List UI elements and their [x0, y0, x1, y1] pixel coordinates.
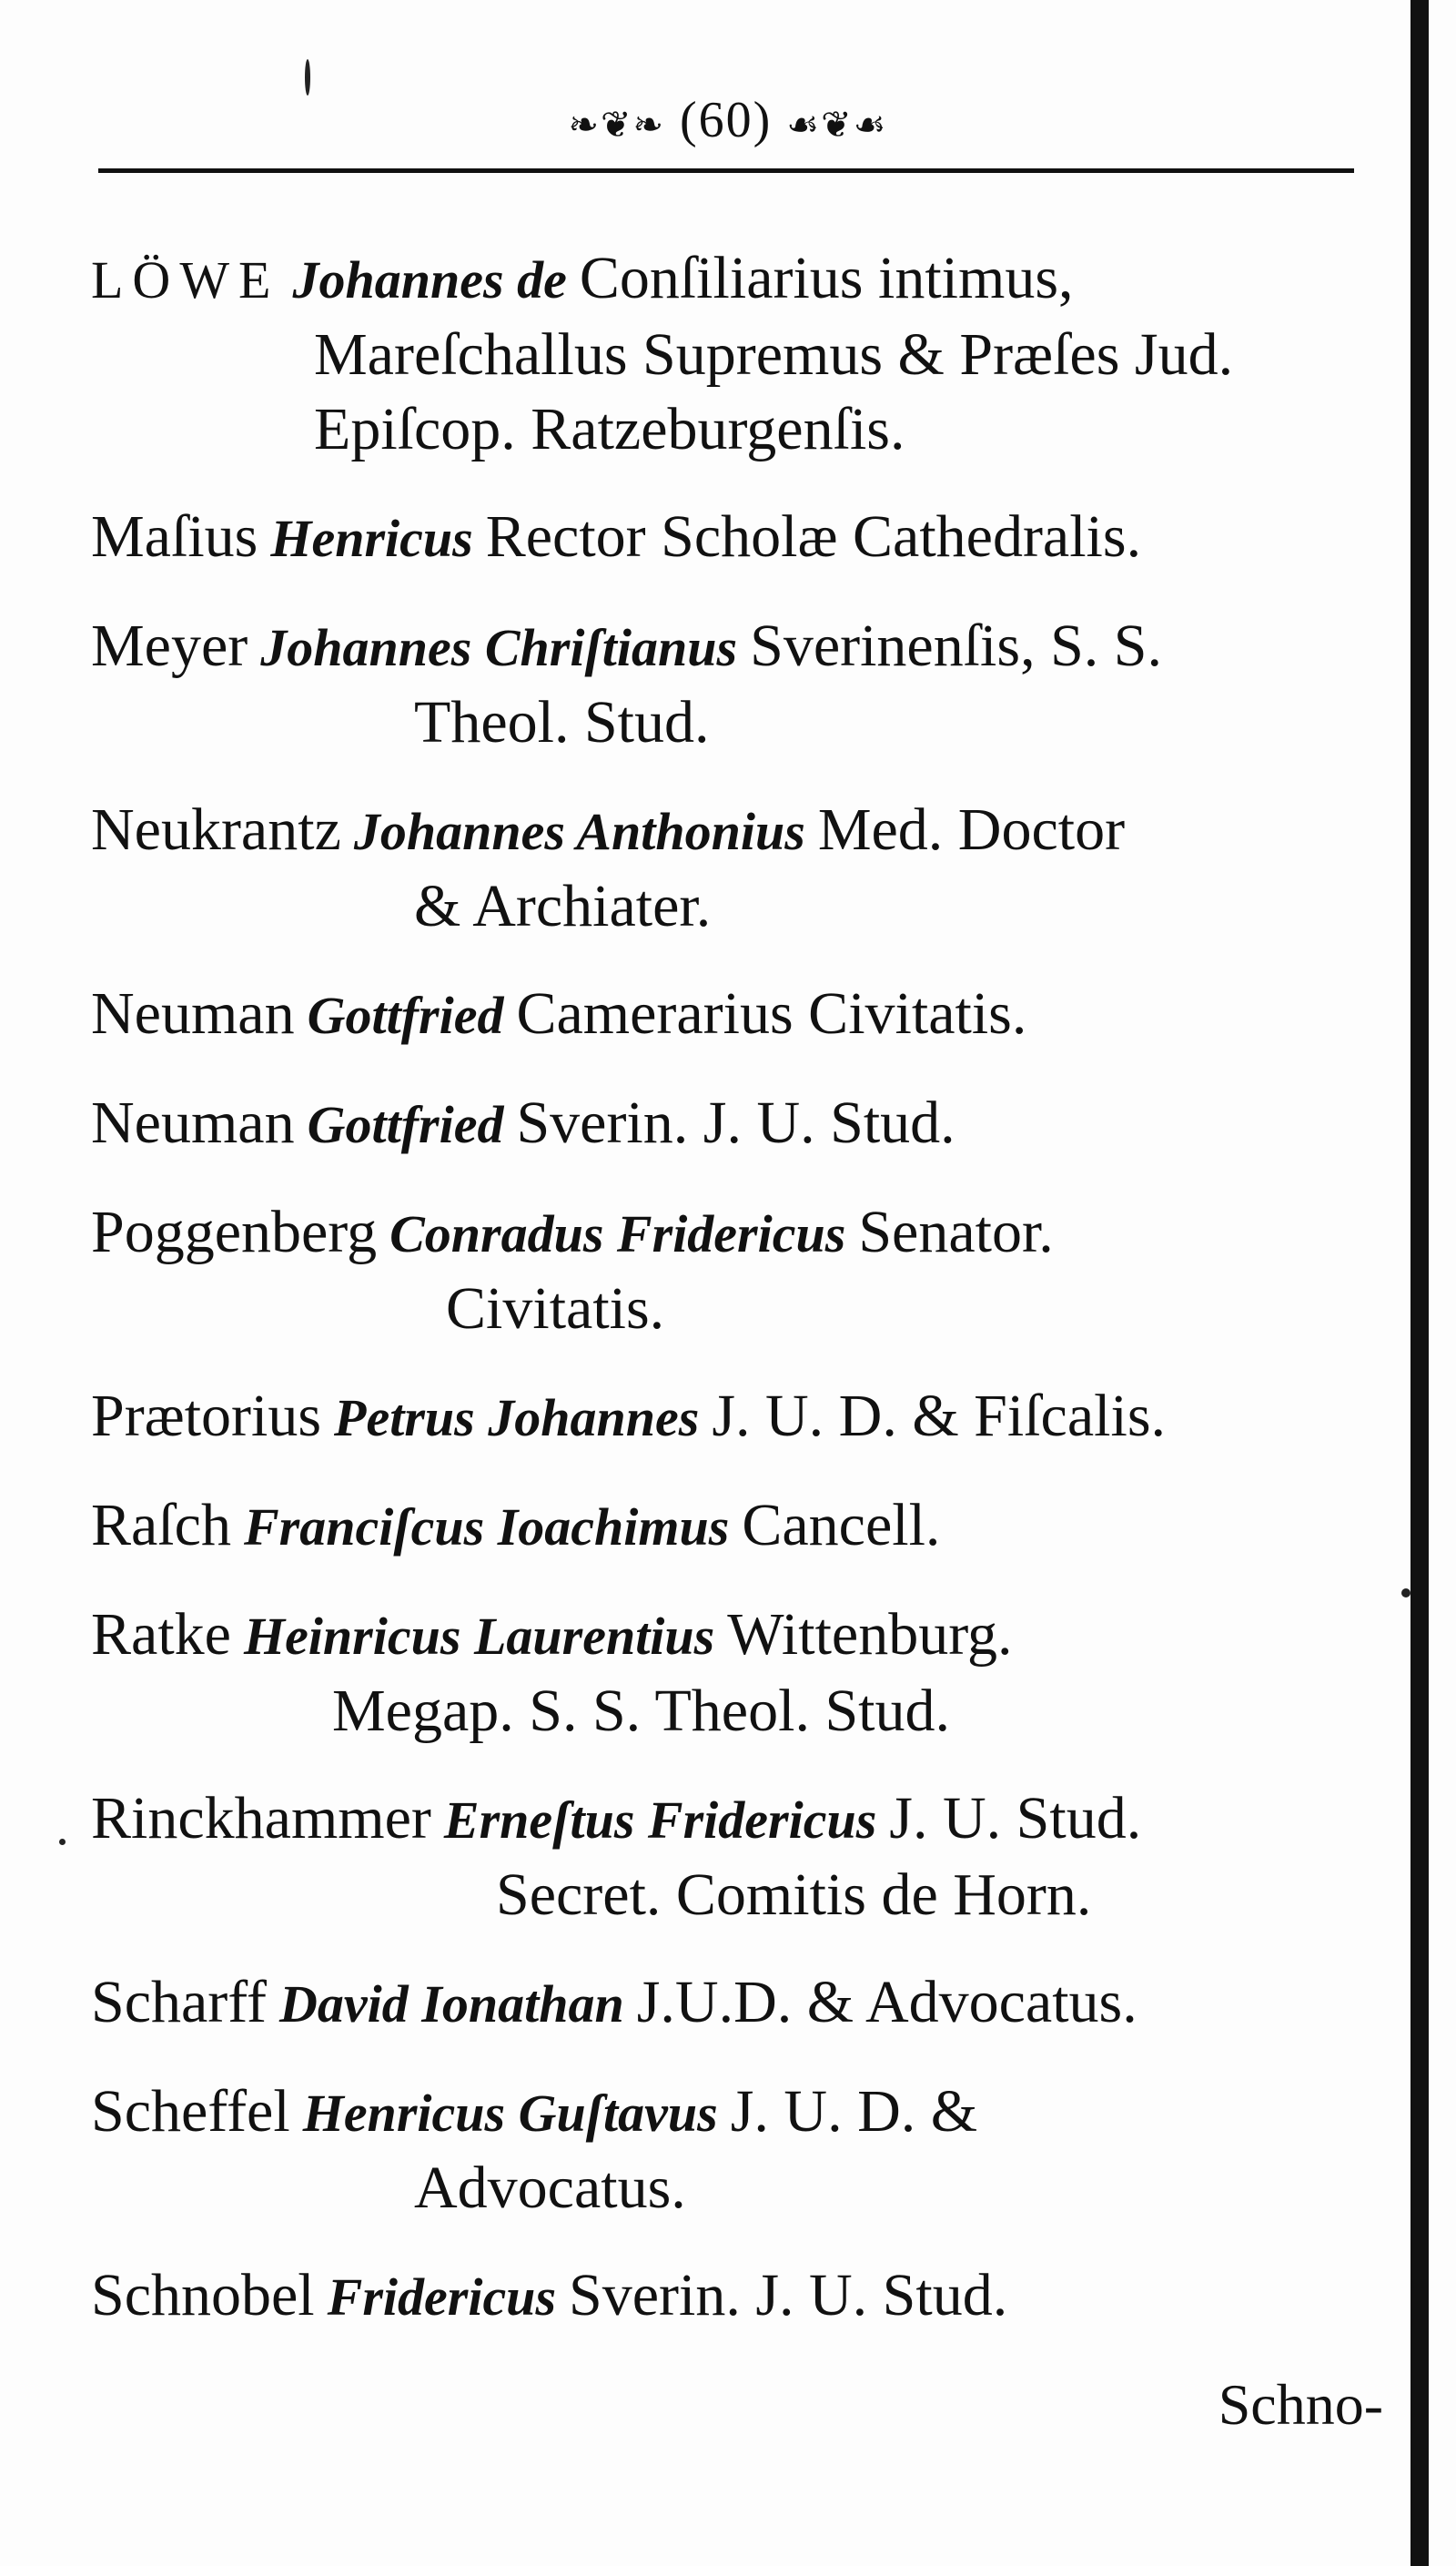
entry-title: Sverinenſis, S. S. [750, 613, 1162, 679]
entry-surname: Neuman [91, 1090, 295, 1156]
entry-given-name: David Ionathan [279, 1974, 624, 2034]
entry-surname: Neuman [91, 980, 295, 1047]
register-entry [91, 1086, 1383, 1162]
entry-surname: Scheffel [91, 2078, 290, 2145]
entry-surname: Ratke [91, 1601, 231, 1668]
entry-continuation-line: Epiſcop. Ratzeburgenſis. [314, 396, 905, 462]
header-ornament-right: ☙❦☙ [786, 104, 888, 146]
entry-surname: Maſius [91, 503, 258, 570]
entry-given-name: Heinricus Laurentius [243, 1607, 715, 1666]
entry-surname: Raſch [91, 1492, 231, 1558]
register-entry [91, 1195, 1383, 1346]
entry-given-name: Henricus Guſtavus [302, 2084, 718, 2143]
entry-title: Camerarius Civitatis. [516, 980, 1027, 1047]
register-entry [91, 977, 1383, 1053]
entry-surname: LÖWE [91, 250, 280, 309]
entry-surname: Neukrantz [91, 796, 341, 863]
entry-continuation-line: Theol. Stud. [414, 689, 710, 756]
ink-speck [305, 59, 310, 96]
entry-given-name: Gottfried [307, 986, 504, 1045]
register-entry [91, 2074, 1383, 2226]
entry-given-name: Johannes Anthonius [353, 802, 805, 861]
entry-continuation-line: Civitatis. [446, 1275, 665, 1342]
entry-first-line [91, 1195, 1383, 1272]
entry-given-name: Fridericus [327, 2267, 557, 2327]
entry-surname: Schnobel [91, 2262, 315, 2328]
entry-given-name: Erneſtus Fridericus [443, 1790, 877, 1850]
entry-continuation-line: & Archiater. [414, 873, 712, 939]
register-entry [91, 1597, 1383, 1749]
entry-title: Wittenburg. [727, 1601, 1013, 1668]
entry-title: J.U.D. & Advocatus. [636, 1969, 1138, 2035]
entry-first-line [91, 1781, 1383, 1858]
entry-title: Sverin. J. U. Stud. [516, 1090, 956, 1156]
register-entry [91, 609, 1383, 760]
header-rule [98, 168, 1354, 173]
entry-first-line [91, 2258, 1383, 2335]
entry-surname: Scharff [91, 1969, 268, 2035]
register-entry [91, 793, 1383, 944]
entry-title: J. U. D. & [730, 2078, 978, 2145]
register-entry [91, 1379, 1383, 1455]
entry-first-line [91, 1086, 1383, 1162]
entry-first-line [91, 977, 1383, 1053]
entry-surname: Poggenberg [91, 1199, 378, 1265]
entry-continuation-line: Megap. S. S. Theol. Stud. [332, 1678, 950, 1744]
entry-given-name: Gottfried [307, 1095, 504, 1154]
entry-surname: Meyer [91, 613, 248, 679]
entry-title: Sverin. J. U. Stud. [569, 2262, 1008, 2328]
ink-speck [1401, 1588, 1410, 1597]
entry-first-line [91, 793, 1383, 869]
page-number: (60) [680, 92, 773, 148]
entry-title: J. U. Stud. [889, 1785, 1142, 1851]
register-entry [91, 500, 1383, 576]
entry-first-line [91, 1488, 1383, 1565]
catchword: Schno- [1218, 2372, 1383, 2437]
entry-title: Med. Doctor [817, 796, 1126, 863]
entry-title: Rector Scholæ Cathedralis. [485, 503, 1142, 570]
page-header [537, 91, 919, 149]
entry-first-line [91, 1965, 1383, 2042]
entry-given-name: Johannes de [292, 250, 567, 309]
register-entry [91, 241, 1383, 467]
register-entry [91, 2258, 1383, 2335]
page-edge-border [1410, 0, 1429, 2566]
entry-given-name: Franciſcus Ioachimus [243, 1497, 730, 1557]
ink-speck [59, 1839, 66, 1845]
entry-first-line [91, 241, 1383, 318]
register-entry [91, 1965, 1383, 2042]
entry-given-name: Conradus Fridericus [389, 1204, 846, 1263]
entry-first-line [91, 500, 1383, 576]
entry-given-name: Petrus Johannes [334, 1388, 700, 1447]
register-entries [91, 241, 1383, 2368]
entry-given-name: Henricus [270, 509, 473, 568]
register-entry [91, 1488, 1383, 1565]
entry-title: J. U. D. & Fiſcalis. [712, 1383, 1167, 1449]
entry-continuation-line: Advocatus. [414, 2155, 686, 2221]
entry-first-line [91, 609, 1383, 685]
entry-title: Conſiliarius intimus, [579, 245, 1074, 311]
entry-given-name: Johannes Chriſtianus [260, 618, 738, 677]
entry-title: Senator. [858, 1199, 1054, 1265]
entry-surname: Prætorius [91, 1383, 322, 1449]
header-ornament-left: ❧❦❧ [568, 104, 665, 146]
entry-first-line [91, 1379, 1383, 1455]
entry-title: Cancell. [742, 1492, 941, 1558]
entry-continuation-line: Secret. Comitis de Horn. [496, 1861, 1092, 1928]
entry-continuation-line: Mareſchallus Supremus & Præſes Jud. [314, 321, 1234, 388]
entry-first-line [91, 2074, 1383, 2151]
register-entry [91, 1781, 1383, 1932]
entry-first-line [91, 1597, 1383, 1674]
entry-surname: Rinckhammer [91, 1785, 431, 1851]
